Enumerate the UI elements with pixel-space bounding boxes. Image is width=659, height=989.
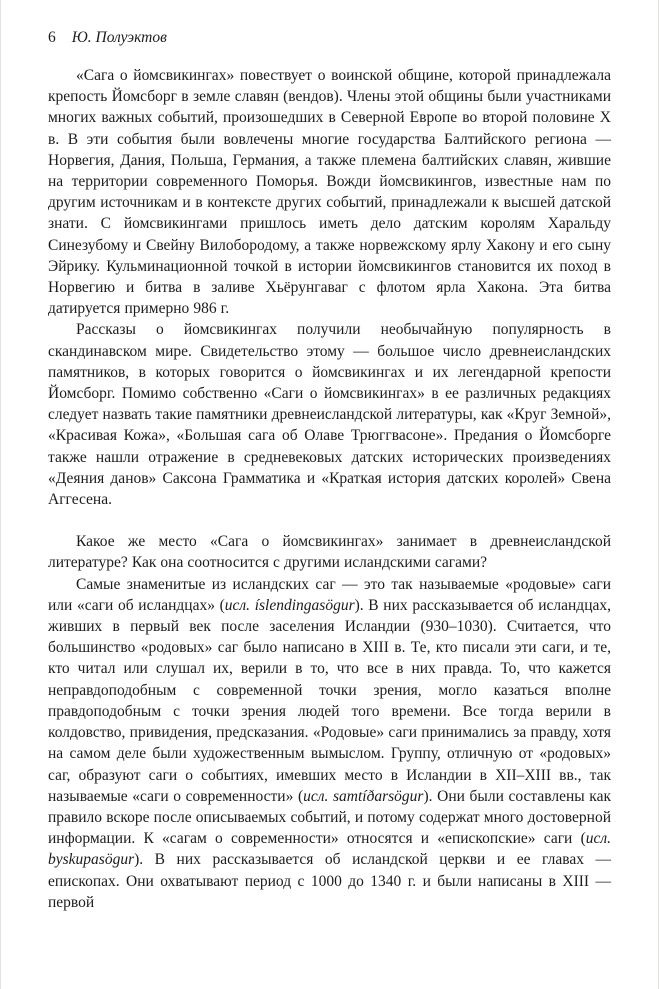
- text-run: ). В них рассказывается об исландцах, живших в первый век после заселения Исландии (930–1030). Считается, что большинство «родовых» саг было написано в XIII в. Те, кто писали эти саги, и те, кто читал или слушал их, верили в то, что все в них правда. То, что кажется неправдоподобным с современной точки зрения, могло казаться вполне правдоподобным с точки зрения людей того времени. Все тогда верили в колдовство, привидения, предсказания. «Родовые» саги принимались за правду, хотя на самом деле были художественным вымыслом. Группу, отличную от «родовых» саг, образуют саги о событиях, имевших место в Исландии в XII–XIII вв., так называемые «саги о современности» (: [48, 596, 611, 805]
- paragraph: [48, 574, 611, 913]
- text-run: Какое же место «Сага о йомсвикингах» занимает в древнеисландской литературе? Как она соотносится с другими исландскими сагами?: [48, 533, 611, 572]
- text-run: ). В них рассказывается об исландской церкви и ее главах — епископах. Они охватывают период с 1000 до 1340 г. и были написаны в XIII — первой: [48, 851, 611, 911]
- running-head-author: Ю. Полуэктов: [71, 29, 167, 46]
- text-run: Рассказы о йомсвикингах получили необычайную популярность в скандинавском мире. Свидетельство этому — большое число древнеисландских памятников, в которых говорится о йомсвикингах и их легендарной крепости Йомсборг. Помимо собственно «Саги о йомсвикингах» в ее различных редакциях следует назвать такие памятники древнеисландской литературы, как «Круг Земной», «Красивая Кожа», «Большая сага об Олаве Трюггвасоне». Предания о Йомсборге также нашли отражение в средневековых датских исторических произведениях «Деяния данов» Саксона Грамматика и «Краткая история датских королей» Свена Аггесена.: [48, 321, 611, 509]
- page-body: [48, 65, 611, 913]
- text-run-italic: исл. samtíðarsögur: [303, 787, 424, 805]
- text-run: ). Они были составлены как правило вскоре после описываемых событий, и потому содержат много достоверной информации. К «сагам о современности» относятся и «епископские» саги (: [48, 787, 611, 848]
- paragraph: [48, 531, 611, 573]
- text-run: Самые знаменитые из исландских саг — это так называемые «родовые» саги или «саги об исландцах» (: [48, 575, 611, 614]
- running-header: [48, 28, 611, 48]
- page-number: 6: [48, 29, 56, 46]
- paragraph: [48, 319, 611, 510]
- text-run-italic: исл. íslendingasögur: [224, 596, 355, 614]
- paragraph: [48, 65, 611, 319]
- text-run-italic: исл. byskupasögur: [48, 830, 611, 869]
- text-run: «Сага о йомсвикингах» повествует о воинской общине, которой принадлежала крепость Йомсборг в земле славян (вендов). Члены этой общины были участниками многих важных событий, произошедших в Северной Европе во второй половине X в. В эти события были вовлечены многие государства Балтийского региона — Норвегия, Дания, Польша, Германия, а также племена балтийских славян, жившие на территории современного Поморья. Вожди йомсвикингов, известные нам по другим источникам и в контексте других событий, принадлежали к высшей датской знати. С йомсвикингами пришлось иметь дело датским королям Харальду Синезубому и Свейну Вилобородому, а также норвежскому ярлу Хакону и его сыну Эйрику. Кульминационной точкой в истории йомсвикингов становится их поход в Норвегию и битва в заливе Хьёрунгаваг с флотом ярла Хакона. Эта битва датируется примерно 986 г.: [48, 67, 611, 318]
